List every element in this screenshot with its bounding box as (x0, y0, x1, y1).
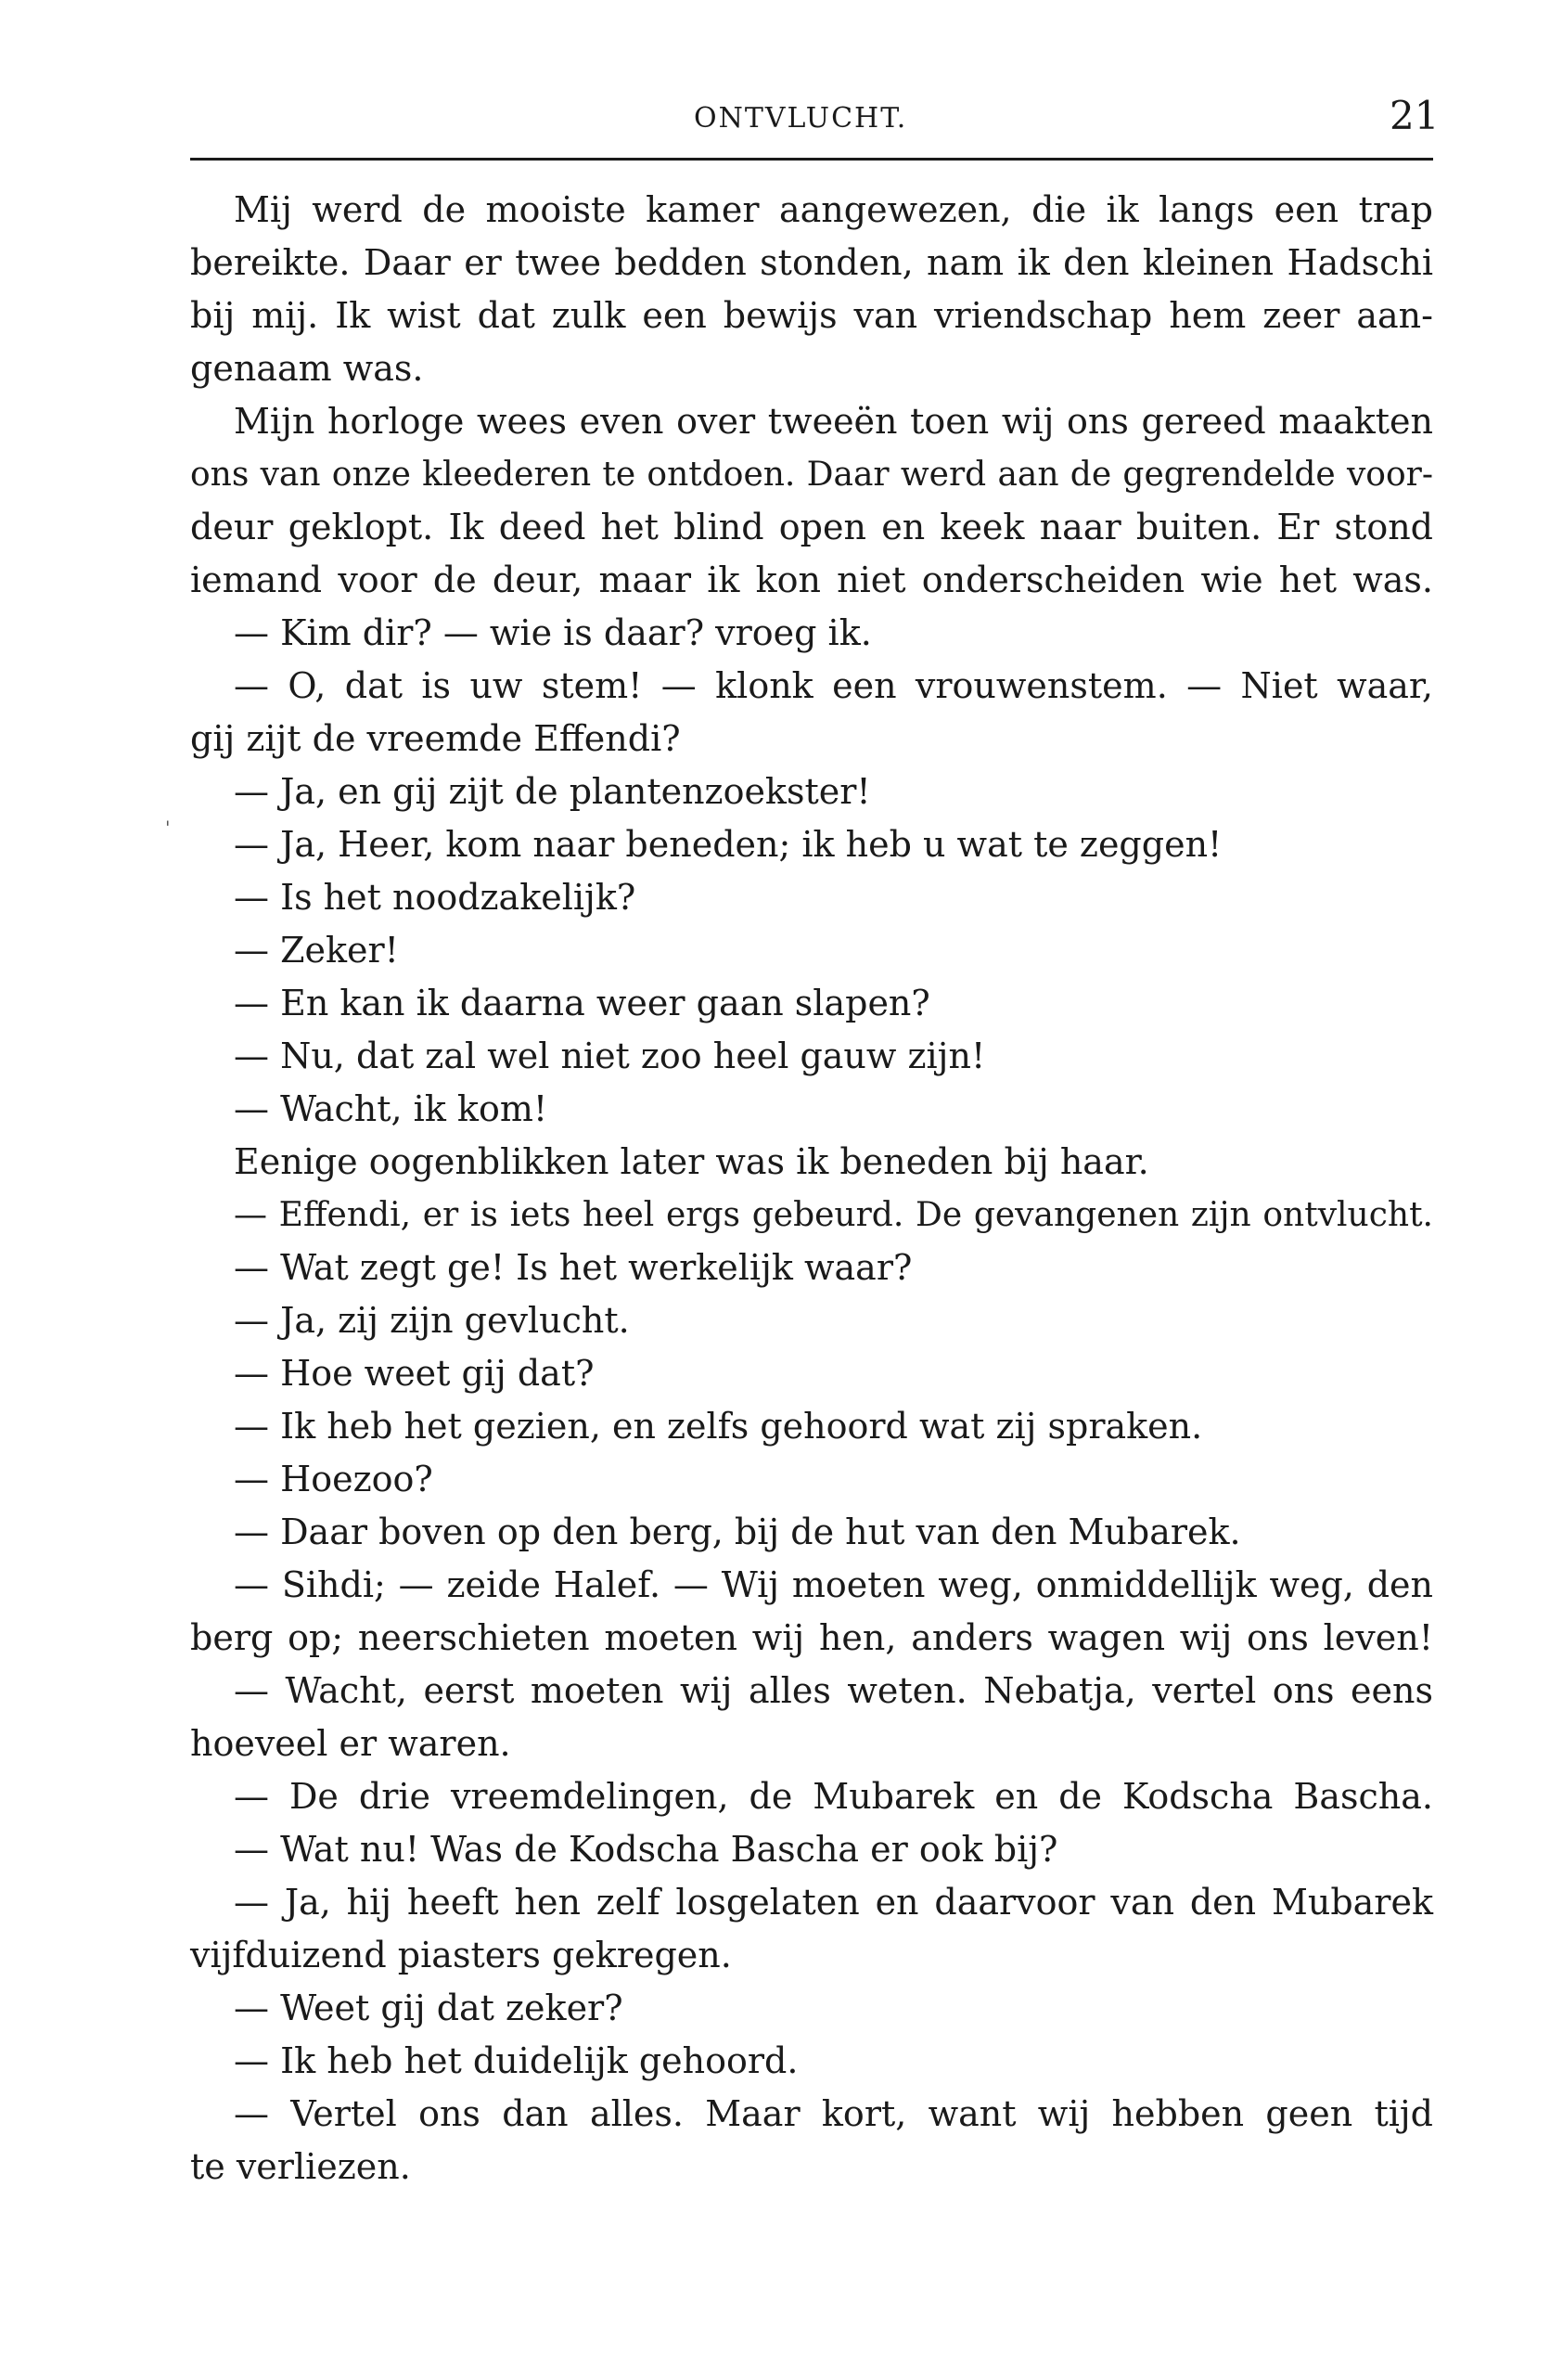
text-line: — Sihdi; — zeide Halef. — Wij moeten weg, onmiddellijk weg, den (234, 1564, 1433, 1605)
text-line: genaam was. (190, 348, 424, 389)
text-line: — Daar boven op den berg, bij de hut van den Mubarek. (234, 1512, 1241, 1552)
text-line: — Vertel ons dan alles. Maar kort, want wij hebben geen tijd (234, 2093, 1433, 2134)
text-line: — Ja, Heer, kom naar beneden; ik heb u wat te zeggen! (234, 824, 1223, 865)
text-line: berg op; neerschieten moeten wij hen, anders wagen wij ons leven! (190, 1617, 1433, 1658)
stray-mark: ' (165, 817, 171, 839)
text-line: Eenige oogenblikken later was ik beneden bij haar. (234, 1141, 1149, 1182)
text-line: — Wacht, eerst moeten wij alles weten. Nebatja, vertel ons eens (234, 1670, 1433, 1711)
text-line: Mij werd de mooiste kamer aangewezen, die ik langs een trap (234, 189, 1433, 230)
text-line: — Nu, dat zal wel niet zoo heel gauw zijn! (234, 1036, 986, 1076)
running-title: ONTVLUCHT. (694, 102, 908, 135)
text-line: — Ja, zij zijn gevlucht. (234, 1300, 630, 1341)
text-line: iemand voor de deur, maar ik kon niet onderscheiden wie het was. (190, 560, 1433, 600)
text-line: Mijn horloge wees even over tweeën toen wij ons gereed maakten (234, 401, 1433, 442)
text-line: — En kan ik daarna weer gaan slapen? (234, 983, 930, 1023)
text-line: — Ik heb het duidelijk gehoord. (234, 2040, 799, 2081)
text-line: — Kim dir? — wie is daar? vroeg ik. (234, 612, 872, 653)
text-line: — Ik heb het gezien, en zelfs gehoord wat zij spraken. (234, 1406, 1203, 1447)
text-line: — Hoe weet gij dat? (234, 1353, 595, 1394)
text-line: hoeveel er waren. (190, 1723, 511, 1764)
text-line: — Weet gij dat zeker? (234, 1988, 623, 2028)
text-line: deur geklopt. Ik deed het blind open en keek naar buiten. Er stond (190, 507, 1433, 547)
page-header (0, 93, 1550, 148)
text-line: — Wat zegt ge! Is het werkelijk waar? (234, 1247, 913, 1288)
page-number: 21 (1390, 93, 1440, 138)
text-line: — Effendi, er is iets heel ergs gebeurd. De gevangenen zijn ontvlucht. (234, 1196, 1433, 1234)
text-line: — Wat nu! Was de Kodscha Bascha er ook bij? (234, 1829, 1058, 1870)
text-line: — Is het noodzakelijk? (234, 877, 636, 918)
text-line: — Zeker! (234, 930, 399, 971)
text-line: — O, dat is uw stem! — klonk een vrouwenstem. — Niet waar, (234, 665, 1433, 706)
text-line: bereikte. Daar er twee bedden stonden, nam ik den kleinen Hadschi (190, 242, 1433, 283)
text-line: bij mij. Ik wist dat zulk een bewijs van vriendschap hem zeer aan- (190, 295, 1433, 336)
text-line: te verliezen. (190, 2146, 411, 2187)
text-line: — Ja, hij heeft hen zelf losgelaten en daarvoor van den Mubarek (234, 1882, 1433, 1923)
text-line: — Wacht, ik kom! (234, 1088, 548, 1129)
body-text (190, 184, 1433, 2193)
text-line: — Ja, en gij zijt de plantenzoekster! (234, 771, 871, 812)
text-line: gij zijt de vreemde Effendi? (190, 718, 681, 759)
text-line: — De drie vreemdelingen, de Mubarek en de Kodscha Bascha. (234, 1776, 1433, 1817)
text-line: vijfduizend piasters gekregen. (190, 1935, 732, 1975)
text-line: ons van onze kleederen te ontdoen. Daar werd aan de gegrendelde voor- (190, 456, 1433, 494)
text-line: — Hoezoo? (234, 1459, 433, 1499)
header-rule (190, 158, 1433, 161)
